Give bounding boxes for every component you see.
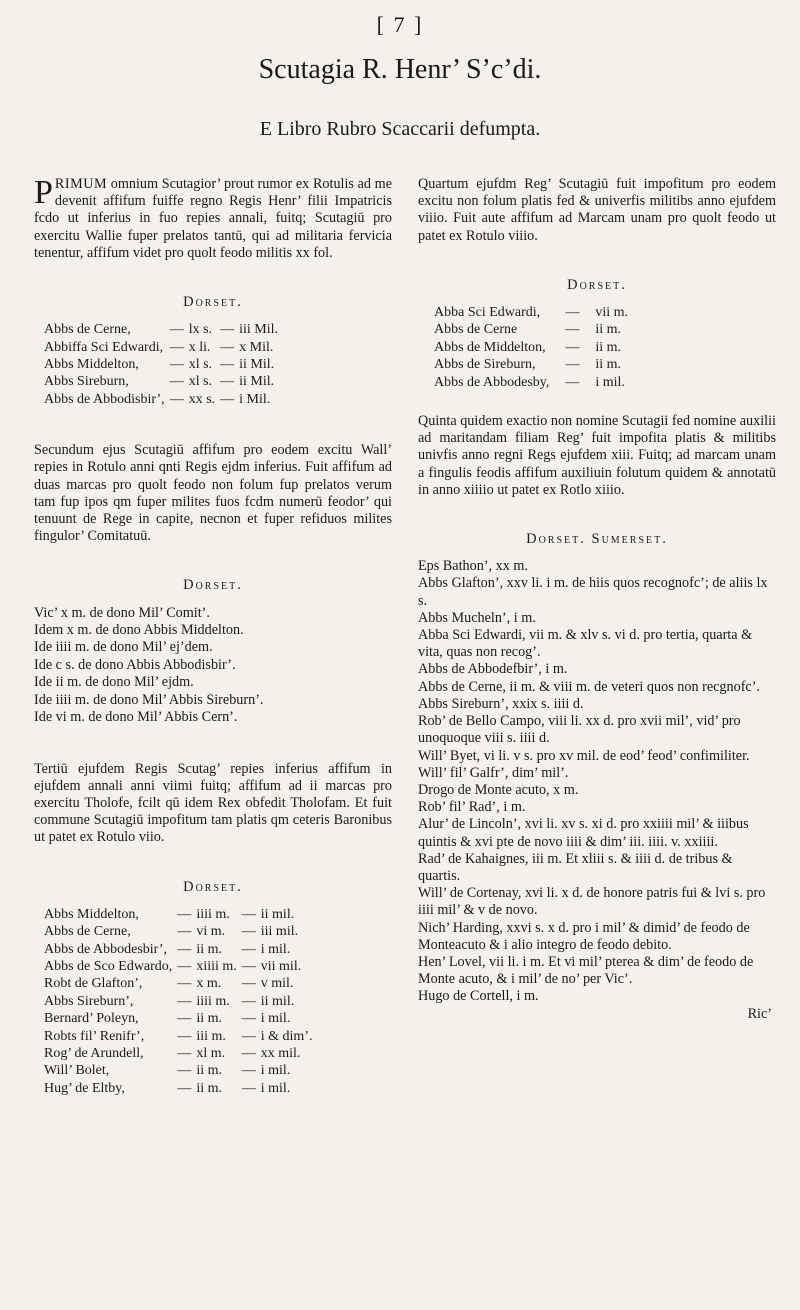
table-row: Abbs Sireburn’, — iiii m. — ii mil. (44, 993, 295, 1009)
table-row: Abbs de Abbodesby, — i mil. (434, 374, 625, 390)
quinta-paragraph: Quinta quidem exactio non nomine Scutagii fed nomine auxilii ad maritandam filiam Reg’ fuit impofita platis & militibs univfis anno regni Regs ejufdem xiii. Fuitq; ad marcam unam a fingulis feodis affifum auxiliuin folutum quidem & annotatū in anno xiiiio ut patet ex Rotlo xiiio. (418, 413, 776, 498)
table-row: Bernard’ Poleyn, — ii m. — i mil. (44, 1011, 291, 1027)
table-row: Abbs Middelton, — xl s. — ii Mil. (44, 357, 275, 373)
table-row: Robt de Glafton’, — x m. — v mil. (44, 976, 294, 992)
section-heading: Dorset. (183, 577, 243, 594)
table-row: Hug’ de Eltby, — ii m. — i mil. (44, 1080, 291, 1096)
list-item: Will’ fil’ Galfr’, dim’ mil’. (418, 764, 569, 781)
left-column (34, 176, 392, 1097)
list-item: Rob’ de Bello Campo, viii li. xx d. pro xvii mil’, vid’ pro unoquoque viii s. iiii d. (418, 713, 741, 747)
dorset-table-3 (44, 906, 313, 1097)
table-row: Abbs de Abbodisbir’, — xx s. — i Mil. (44, 391, 271, 407)
section-heading: Dorset. Sumerset. (526, 531, 668, 548)
list-item: Alur’ de Lincoln’, xvi li. xv s. xi d. pro xxiiii mil’ & iiibus quintis & xvi pte de novo iiii & dim’ iii. iiii. v. xxiiii. (418, 816, 749, 850)
list-item: Abbs Mucheln’, i m. (418, 609, 536, 626)
dorset-table-1 (44, 321, 278, 408)
table-row: Rog’ de Arundell, — xl m. — xx mil. (44, 1045, 301, 1061)
list-item: Rad’ de Kahaignes, iii m. Et xliii s. & iiii d. de tribus & quartis. (418, 850, 733, 884)
table-row: Abbiffa Sci Edwardi, — x li. — x Mil. (44, 339, 274, 355)
page-number: [ 7 ] (376, 12, 424, 37)
page-subtitle: E Libro Rubro Scaccarii defumpta. (259, 118, 541, 140)
dorset-list-2 (34, 605, 392, 727)
dorset-list-5 (418, 558, 776, 1005)
list-item: Eps Bathon’, xx m. (418, 558, 528, 575)
table-row: Abbs de Sireburn, — ii m. (434, 357, 622, 373)
list-item: Abba Sci Edwardi, vii m. & xlv s. vi d. pro tertia, quarta & vita, quas non recog’. (418, 627, 753, 661)
table-row: Abbs de Cerne, — lx s. — iii Mil. (44, 322, 279, 338)
list-item: Will’ Byet, vi li. v s. pro xv mil. de eod’ feod’ confimiliter. (418, 747, 750, 764)
tertiu-paragraph: Tertiū ejufdem Regis Scutag’ repies inferius affifum in ejufdem annali anni viimi fuitq; affifum ad ii marcas pro exercitu Tholofe, fcilt qū idem Rex obfedit Tholofam. Et fuit commune Scutagiū impofitum tam platis qm ceteris Baronibus ut patet ex Rotulo viio. (34, 760, 392, 846)
list-item: Vic’ x m. de dono Mil’ Comit’. (34, 604, 210, 621)
secundum-paragraph: Secundum ejus Scutagiū affifum pro eodem excitu Wall’ repies in Rotulo anni qnti Regis ejdm inferius. Fuit affifum ad duas marcas pro quolt feodo non folum fup prelatos verum tam fup ipos qm fuper milites fuos fcdm numerū feodor’ qui tenuunt de Rege in capite, necnon et fuper refiduos milites fingulor’ Comitatuū. (34, 442, 392, 545)
page-title: Scutagia R. Henr’ S’c’di. (258, 54, 542, 85)
section-heading: Dorset. (567, 276, 627, 293)
table-row: Will’ Bolet, — ii m. — i mil. (44, 1063, 291, 1079)
list-item: Abbs de Cerne, ii m. & viii m. de veteri quos non recgnofc’. (418, 678, 760, 695)
catchword: Ric’ (747, 1005, 772, 1022)
list-item: Drogo de Monte acuto, x m. (418, 781, 579, 798)
list-item: Ide vi m. de dono Mil’ Abbis Cern’. (34, 709, 238, 726)
table-row: Abbs de Cerne — ii m. (434, 322, 622, 338)
intro-text: omnium Scutagior’ prout rumor ex Rotulis ad me devenit affifum fuiffe regno Regis Henr’ filii Impatricis fcdo ut inferius in fuo repies annali, fuitq; Scutagiū pro exercitu Wallie fuper prelatos tantū, qui ad militaria fervicia tenentur, affifum videt pro quolt feodo militis xx fol. (34, 176, 392, 261)
list-item: Hugo de Cortell, i m. (418, 988, 539, 1005)
intro-lead: RIMUM (54, 176, 108, 192)
list-item: Idem x m. de dono Abbis Middelton. (34, 622, 244, 639)
list-item: Ide iiii m. de dono Mil’ Abbis Sireburn’. (34, 691, 264, 708)
list-item: Ide c s. de dono Abbis Abbodisbir’. (34, 656, 236, 673)
intro-paragraph (34, 176, 392, 262)
table-row: Abbs de Sco Edwardo, — xiiii m. — vii mil. (44, 958, 302, 974)
section-heading: Dorset. (183, 878, 243, 895)
table-row: Abbs de Abbodesbir’, — ii m. — i mil. (44, 941, 291, 957)
table-row: Abbs de Middelton, — ii m. (434, 339, 622, 355)
list-item: Ide ii m. de dono Mil’ ejdm. (34, 674, 194, 691)
list-item: Abbs Glafton’, xxv li. i m. de hiis quos recognofc’; de aliis lx s. (418, 575, 768, 609)
list-item: Nich’ Harding, xxvi s. x d. pro i mil’ & dimid’ de feodo de Monteacuto & i alio integro de feodo debito. (418, 919, 750, 953)
table-row: Abbs Middelton, — iiii m. — ii mil. (44, 906, 295, 922)
right-column (418, 176, 776, 1023)
table-row: Abba Sci Edwardi, — vii m. (434, 305, 629, 321)
table-row: Robts fil’ Renifr’, — iii m. — i & dim’. (44, 1028, 313, 1044)
table-row: Abbs de Cerne, — vi m. — iii mil. (44, 924, 299, 940)
dorset-table-4 (434, 304, 628, 391)
table-row: Abbs Sireburn, — xl s. — ii Mil. (44, 374, 275, 390)
list-item: Ide iiii m. de dono Mil’ ej’dem. (34, 639, 213, 656)
list-item: Will’ de Cortenay, xvi li. x d. de honore patris fui & lvi s. pro iiii mil’ & v de novo. (418, 885, 766, 919)
list-item: Hen’ Lovel, vii li. i m. Et vi mil’ pterea & dim’ de feodo de Monte acuto, & i mil’ de no’ per Vic’. (418, 953, 754, 988)
drop-cap: P (34, 174, 53, 211)
list-item: Rob’ fil’ Rad’, i m. (418, 799, 526, 816)
section-heading: Dorset. (183, 294, 243, 311)
quartum-paragraph: Quartum ejufdm Reg’ Scutagiū fuit impofitum pro eodem excitu non folum platis fed & univerfis militibs anno ejufdem viiio. Fuit aute affifum ad Marcam unam pro quolt feodo ut patet ex Rotulo viiio. (418, 176, 776, 244)
list-item: Abbs Sireburn’, xxix s. iiii d. (418, 695, 584, 712)
list-item: Abbs de Abbodefbir’, i m. (418, 661, 568, 678)
